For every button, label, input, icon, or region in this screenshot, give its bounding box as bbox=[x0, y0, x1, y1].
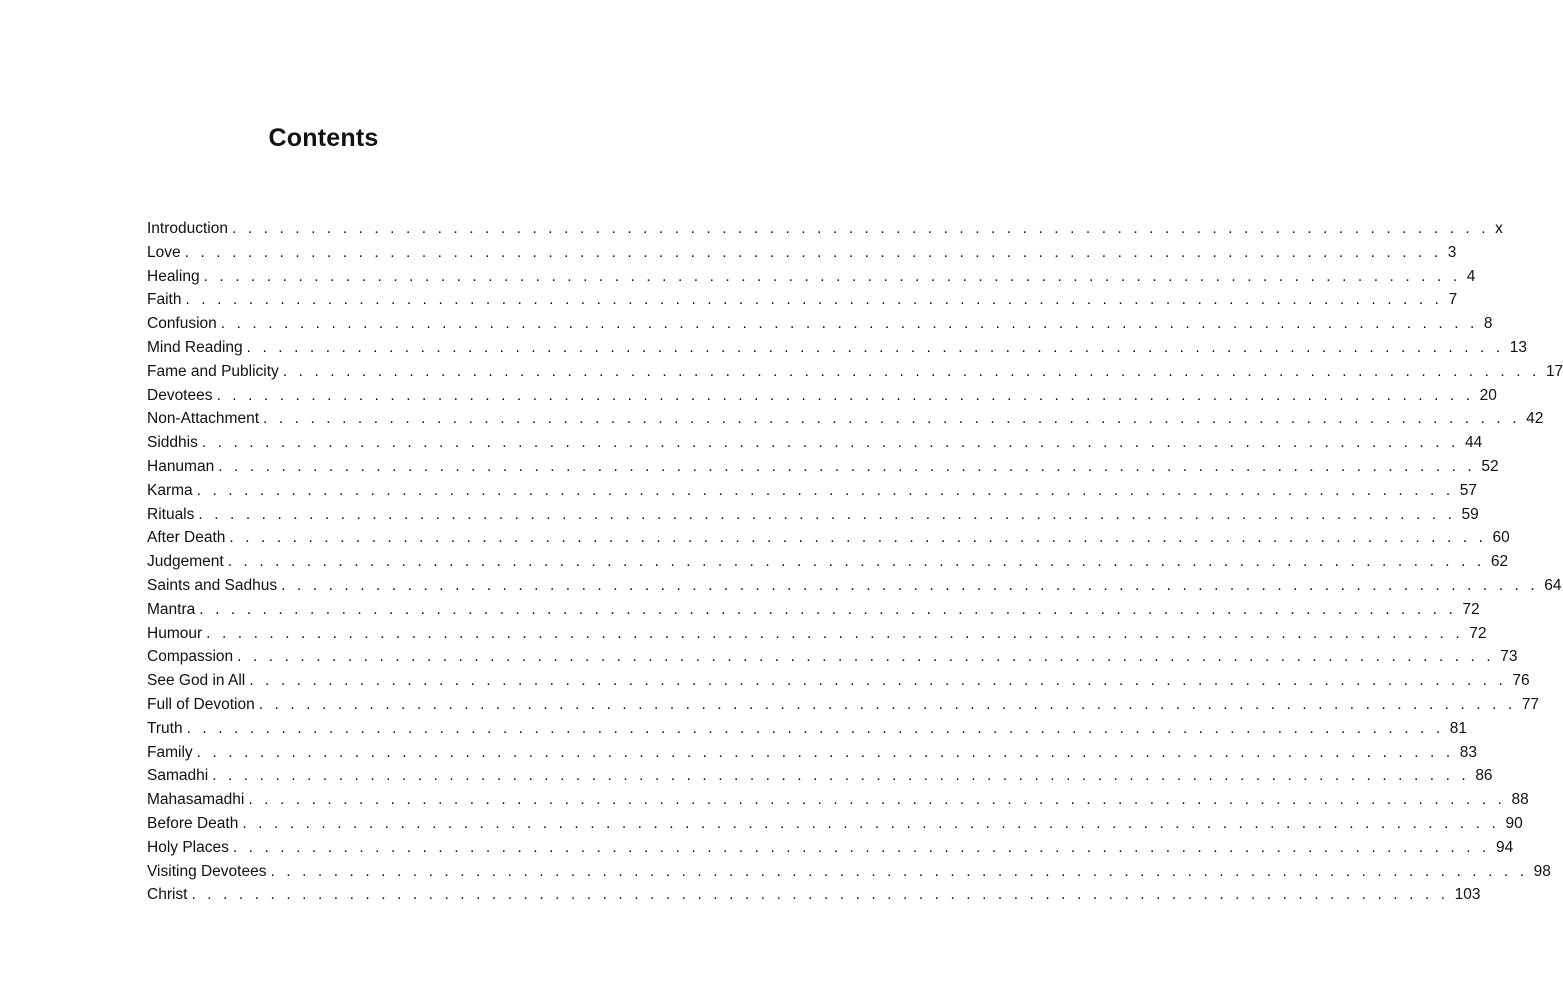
toc-entry-page-number: 94 bbox=[1495, 838, 1514, 856]
dot-leader: . . . . . . . . . . . . . . . . . . . . . . . . . . . . . . . . . . . . . . . . . . . . . . . . . . . . . . . . . . . . . . . . . . . . . . . . . . . . . . . . bbox=[220, 315, 1478, 333]
dot-leader: . . . . . . . . . . . . . . . . . . . . . . . . . . . . . . . . . . . . . . . . . . . . . . . . . . . . . . . . . . . . . . . . . . . . . . . . . . . . . . . . bbox=[196, 481, 1454, 499]
toc-entry-page-number: 103 bbox=[1454, 886, 1481, 904]
toc-entry bbox=[147, 407, 1544, 431]
toc-entry-title: Saints and Sadhus bbox=[147, 576, 278, 594]
toc-entry-title: After Death bbox=[147, 529, 226, 547]
dot-leader: . . . . . . . . . . . . . . . . . . . . . . . . . . . . . . . . . . . . . . . . . . . . . . . . . . . . . . . . . . . . . . . . . . . . . . . . . . . . . . . . bbox=[281, 576, 1539, 594]
toc-entry-title: Visiting Devotees bbox=[147, 862, 267, 880]
toc-entry-page-number: 72 bbox=[1469, 624, 1487, 642]
toc-entry-title: Before Death bbox=[147, 814, 239, 832]
dot-leader: . . . . . . . . . . . . . . . . . . . . . . . . . . . . . . . . . . . . . . . . . . . . . . . . . . . . . . . . . . . . . . . . . . . . . . . . . . . . . . . . bbox=[196, 743, 1454, 761]
toc-entry-page-number: 62 bbox=[1490, 553, 1509, 571]
toc-entry bbox=[147, 645, 1518, 669]
dot-leader: . . . . . . . . . . . . . . . . . . . . . . . . . . . . . . . . . . . . . . . . . . . . . . . . . . . . . . . . . . . . . . . . . . . . . . . . . . . . . . . . bbox=[246, 338, 1504, 356]
toc-entry bbox=[147, 455, 1499, 479]
dot-leader: . . . . . . . . . . . . . . . . . . . . . . . . . . . . . . . . . . . . . . . . . . . . . . . . . . . . . . . . . . . . . . . . . . . . . . . . . . . . . . . . bbox=[249, 672, 1507, 690]
toc-entry-title: Christ bbox=[147, 886, 188, 904]
toc-entry-page-number: 42 bbox=[1526, 410, 1544, 428]
dot-leader: . . . . . . . . . . . . . . . . . . . . . . . . . . . . . . . . . . . . . . . . . . . . . . . . . . . . . . . . . . . . . . . . . . . . . . . . . . . . . . . . bbox=[282, 362, 1540, 380]
toc-entry-title: Holy Places bbox=[147, 838, 229, 856]
dot-leader: . . . . . . . . . . . . . . . . . . . . . . . . . . . . . . . . . . . . . . . . . . . . . . . . . . . . . . . . . . . . . . . . . . . . . . . . . . . . . . . . bbox=[198, 505, 1456, 523]
toc-entry bbox=[147, 360, 1563, 384]
toc-entry-title: Compassion bbox=[147, 648, 234, 666]
toc-entry-page-number: 88 bbox=[1511, 791, 1529, 809]
toc-entry-page-number: x bbox=[1495, 220, 1503, 237]
toc-entry bbox=[147, 883, 1481, 907]
toc-entry bbox=[147, 574, 1562, 598]
toc-entry-title: Devotees bbox=[147, 386, 213, 404]
toc-entry-title: Mahasamadhi bbox=[147, 791, 245, 809]
toc-entry bbox=[147, 503, 1479, 527]
dot-leader: . . . . . . . . . . . . . . . . . . . . . . . . . . . . . . . . . . . . . . . . . . . . . . . . . . . . . . . . . . . . . . . . . . . . . . . . . . . . . . . . bbox=[229, 529, 1487, 547]
toc-entry-page-number: 90 bbox=[1505, 814, 1523, 832]
toc-entry-title: Truth bbox=[147, 719, 183, 737]
toc-entry-title: Siddhis bbox=[147, 434, 198, 452]
dot-leader: . . . . . . . . . . . . . . . . . . . . . . . . . . . . . . . . . . . . . . . . . . . . . . . . . . . . . . . . . . . . . . . . . . . . . . . . . . . . . . . . bbox=[212, 767, 1470, 785]
toc-entry bbox=[147, 336, 1528, 360]
toc-entry-title: Samadhi bbox=[147, 767, 209, 785]
toc-entry bbox=[147, 384, 1497, 408]
toc-entry-page-number: 3 bbox=[1447, 243, 1457, 261]
toc-entry-page-number: 7 bbox=[1448, 291, 1458, 309]
toc-entry bbox=[147, 598, 1480, 622]
dot-leader: . . . . . . . . . . . . . . . . . . . . . . . . . . . . . . . . . . . . . . . . . . . . . . . . . . . . . . . . . . . . . . . . . . . . . . . . . . . . . . . . bbox=[237, 648, 1495, 666]
dot-leader: . . . . . . . . . . . . . . . . . . . . . . . . . . . . . . . . . . . . . . . . . . . . . . . . . . . . . . . . . . . . . . . . . . . . . . . . . . . . . . . . bbox=[232, 838, 1490, 856]
toc-entry-page-number: 20 bbox=[1479, 386, 1497, 404]
toc-entry bbox=[147, 812, 1523, 836]
toc-entry-page-number: 86 bbox=[1475, 767, 1493, 785]
page-title: Contents bbox=[268, 124, 379, 152]
toc-entry bbox=[147, 479, 1478, 503]
toc-entry-page-number: 77 bbox=[1521, 695, 1540, 713]
toc-entry bbox=[147, 741, 1478, 765]
toc-entry-page-number: 44 bbox=[1464, 434, 1483, 452]
toc-entry-title: Karma bbox=[147, 481, 193, 499]
toc-entry-title: Judgement bbox=[147, 553, 224, 571]
toc-entry-page-number: 8 bbox=[1483, 315, 1493, 333]
toc-entry bbox=[147, 312, 1493, 336]
dot-leader: . . . . . . . . . . . . . . . . . . . . . . . . . . . . . . . . . . . . . . . . . . . . . . . . . . . . . . . . . . . . . . . . . . . . . . . . . . . . . . . . bbox=[263, 410, 1521, 428]
dot-leader: . . . . . . . . . . . . . . . . . . . . . . . . . . . . . . . . . . . . . . . . . . . . . . . . . . . . . . . . . . . . . . . . . . . . . . . . . . . . . . . . bbox=[218, 457, 1476, 475]
toc-entry bbox=[147, 288, 1458, 312]
toc-entry bbox=[147, 217, 1503, 241]
toc-entry-page-number: 83 bbox=[1459, 743, 1478, 761]
toc-entry-title: Full of Devotion bbox=[147, 695, 255, 713]
toc-entry-page-number: 4 bbox=[1466, 267, 1476, 285]
toc-entry-page-number: 73 bbox=[1500, 648, 1518, 666]
dot-leader: . . . . . . . . . . . . . . . . . . . . . . . . . . . . . . . . . . . . . . . . . . . . . . . . . . . . . . . . . . . . . . . . . . . . . . . . . . . . . . . . bbox=[199, 600, 1457, 618]
toc-entry-title: Hanuman bbox=[147, 457, 215, 475]
dot-leader: . . . . . . . . . . . . . . . . . . . . . . . . . . . . . . . . . . . . . . . . . . . . . . . . . . . . . . . . . . . . . . . . . . . . . . . . . . . . . . . . bbox=[206, 624, 1464, 642]
toc-entry-page-number: 72 bbox=[1462, 600, 1480, 618]
dot-leader: . . . . . . . . . . . . . . . . . . . . . . . . . . . . . . . . . . . . . . . . . . . . . . . . . . . . . . . . . . . . . . . . . . . . . . . . . . . . . . . . bbox=[270, 862, 1528, 880]
toc-entry-title: Humour bbox=[147, 624, 203, 642]
dot-leader: . . . . . . . . . . . . . . . . . . . . . . . . . . . . . . . . . . . . . . . . . . . . . . . . . . . . . . . . . . . . . . . . . . . . . . . . . . . . . . . . bbox=[201, 434, 1459, 452]
toc-entry-title: Love bbox=[147, 243, 181, 261]
dot-leader: . . . . . . . . . . . . . . . . . . . . . . . . . . . . . . . . . . . . . . . . . . . . . . . . . . . . . . . . . . . . . . . . . . . . . . . . . . . . . . . . bbox=[232, 220, 1490, 237]
toc-entry bbox=[147, 764, 1493, 788]
toc-entry-title: Faith bbox=[147, 291, 182, 309]
dot-leader: . . . . . . . . . . . . . . . . . . . . . . . . . . . . . . . . . . . . . . . . . . . . . . . . . . . . . . . . . . . . . . . . . . . . . . . . . . . . . . . . bbox=[184, 243, 1442, 261]
toc-entry-page-number: 98 bbox=[1533, 862, 1551, 880]
toc-entry bbox=[147, 241, 1457, 265]
toc-entry-page-number: 13 bbox=[1509, 338, 1528, 356]
dot-leader: . . . . . . . . . . . . . . . . . . . . . . . . . . . . . . . . . . . . . . . . . . . . . . . . . . . . . . . . . . . . . . . . . . . . . . . . . . . . . . . . bbox=[191, 886, 1449, 904]
toc-entry-title: Family bbox=[147, 743, 193, 761]
toc-entry-title: Non-Attachment bbox=[147, 410, 259, 428]
dot-leader: . . . . . . . . . . . . . . . . . . . . . . . . . . . . . . . . . . . . . . . . . . . . . . . . . . . . . . . . . . . . . . . . . . . . . . . . . . . . . . . . bbox=[185, 291, 1443, 309]
toc-entry-page-number: 17 bbox=[1545, 362, 1563, 380]
dot-leader: . . . . . . . . . . . . . . . . . . . . . . . . . . . . . . . . . . . . . . . . . . . . . . . . . . . . . . . . . . . . . . . . . . . . . . . . . . . . . . . . bbox=[242, 814, 1500, 832]
toc-entry bbox=[147, 788, 1529, 812]
toc-entry bbox=[147, 693, 1540, 717]
toc-entry bbox=[147, 550, 1509, 574]
dot-leader: . . . . . . . . . . . . . . . . . . . . . . . . . . . . . . . . . . . . . . . . . . . . . . . . . . . . . . . . . . . . . . . . . . . . . . . . . . . . . . . . bbox=[186, 719, 1444, 737]
toc-entry-title: Confusion bbox=[147, 315, 217, 333]
dot-leader: . . . . . . . . . . . . . . . . . . . . . . . . . . . . . . . . . . . . . . . . . . . . . . . . . . . . . . . . . . . . . . . . . . . . . . . . . . . . . . . . bbox=[227, 553, 1485, 571]
toc-entry-page-number: 59 bbox=[1461, 505, 1479, 523]
table-of-contents bbox=[147, 217, 1563, 907]
toc-entry bbox=[147, 860, 1551, 884]
dot-leader: . . . . . . . . . . . . . . . . . . . . . . . . . . . . . . . . . . . . . . . . . . . . . . . . . . . . . . . . . . . . . . . . . . . . . . . . . . . . . . . . bbox=[248, 791, 1506, 809]
toc-entry-title: See God in All bbox=[147, 672, 246, 690]
toc-entry bbox=[147, 265, 1476, 289]
toc-entry-page-number: 57 bbox=[1459, 481, 1478, 499]
toc-entry-page-number: 52 bbox=[1481, 457, 1499, 475]
toc-entry-title: Mind Reading bbox=[147, 338, 243, 356]
toc-entry-title: Rituals bbox=[147, 505, 195, 523]
toc-entry-page-number: 64 bbox=[1544, 576, 1562, 594]
toc-entry-title: Mantra bbox=[147, 600, 196, 618]
dot-leader: . . . . . . . . . . . . . . . . . . . . . . . . . . . . . . . . . . . . . . . . . . . . . . . . . . . . . . . . . . . . . . . . . . . . . . . . . . . . . . . . bbox=[216, 386, 1474, 404]
toc-entry bbox=[147, 526, 1510, 550]
toc-entry-title: Introduction bbox=[147, 220, 228, 237]
dot-leader: . . . . . . . . . . . . . . . . . . . . . . . . . . . . . . . . . . . . . . . . . . . . . . . . . . . . . . . . . . . . . . . . . . . . . . . . . . . . . . . . bbox=[203, 267, 1461, 285]
toc-entry bbox=[147, 669, 1530, 693]
toc-entry bbox=[147, 431, 1483, 455]
toc-entry bbox=[147, 622, 1487, 646]
toc-entry-page-number: 76 bbox=[1512, 672, 1530, 690]
toc-entry-title: Healing bbox=[147, 267, 200, 285]
toc-entry-title: Fame and Publicity bbox=[147, 362, 279, 380]
dot-leader: . . . . . . . . . . . . . . . . . . . . . . . . . . . . . . . . . . . . . . . . . . . . . . . . . . . . . . . . . . . . . . . . . . . . . . . . . . . . . . . . bbox=[258, 695, 1516, 713]
toc-entry-page-number: 81 bbox=[1449, 719, 1467, 737]
toc-entry bbox=[147, 717, 1467, 741]
toc-entry bbox=[147, 836, 1514, 860]
toc-entry-page-number: 60 bbox=[1492, 529, 1510, 547]
